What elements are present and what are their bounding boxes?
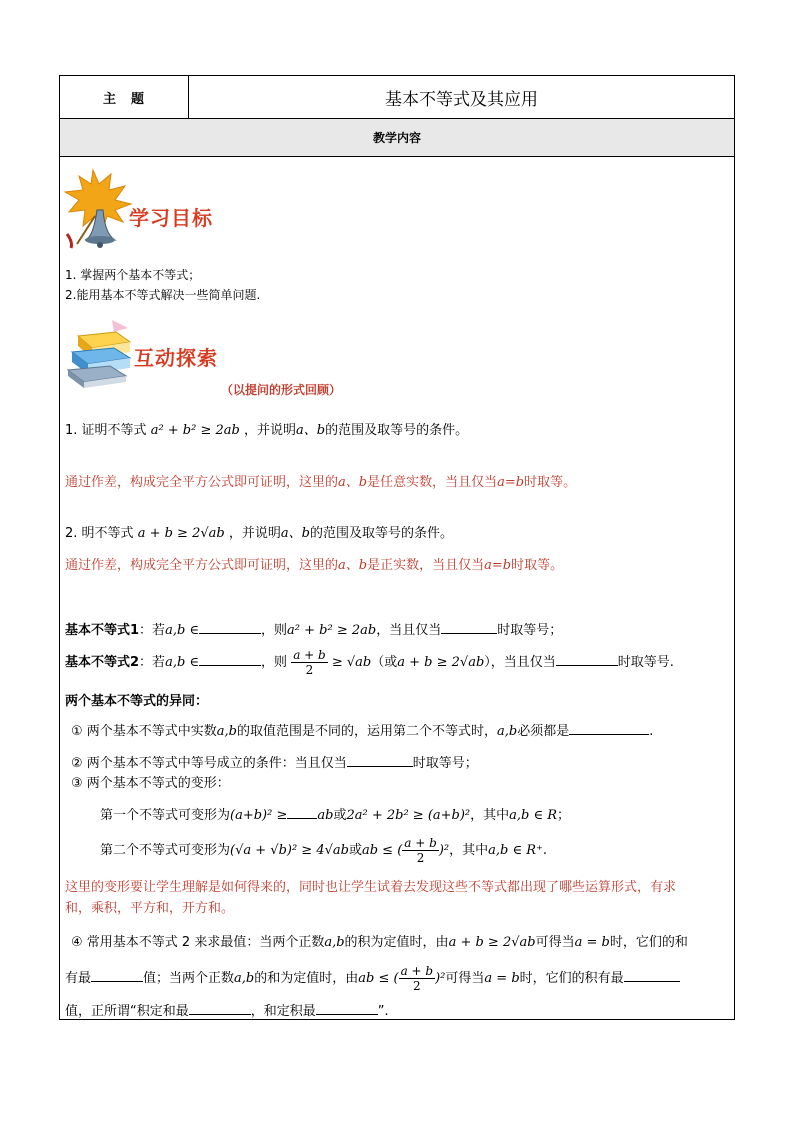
item-4-line-3: 值，正所谓“积定和最 ，和定积最 ”. xyxy=(65,1004,389,1019)
page-title: 基本不等式及其应用 xyxy=(385,89,538,110)
teacher-note-line-2: 和，乘积，平方和，开方和。 xyxy=(65,901,235,916)
question-1: 1. 证明不等式 a² + b² ≥ 2ab ，并说明a、b的范围及取等号的条件。 xyxy=(65,423,469,438)
fill-blank[interactable] xyxy=(624,969,680,982)
books-icon xyxy=(64,318,136,390)
basic-inequality-2: 基本不等式2：若a,b ∈ ，则 $\frac{a + b}{2}$ ≥ √ab（或a + b ≥ 2√ab），当且仅当 时取等号. xyxy=(65,648,674,677)
section-heading: 教学内容 xyxy=(60,119,734,157)
fill-blank[interactable] xyxy=(91,969,143,982)
objective-2: 2.能用基本不等式解决一些简单问题. xyxy=(65,288,261,302)
objective-1: 1. 掌握两个基本不等式； xyxy=(65,268,201,282)
fill-blank[interactable] xyxy=(441,621,497,634)
fill-blank[interactable] xyxy=(347,754,413,767)
answer-2: 通过作差，构成完全平方公式即可证明，这里的a、b是正实数，当且仅当a=b时取等。 xyxy=(65,558,564,573)
variant-2: 第二个不等式可变形为(√a + √b)² ≥ 4√ab或ab ≤ ( $\frac{a + b}{2}$ )²，其中a,b ∈ R⁺. xyxy=(100,836,548,865)
item-4-line-1: ④ 常用基本不等式 2 来求最值：当两个正数a,b的积为定值时，由a + b ≥ 2√ab可得当a = b时，它们的和 xyxy=(71,935,688,950)
fraction: $\frac{a + b}{2}$ xyxy=(400,964,434,993)
fill-blank[interactable] xyxy=(199,653,261,666)
fill-blank[interactable] xyxy=(287,806,317,819)
fill-blank[interactable] xyxy=(569,722,649,735)
differences-title: 两个基本不等式的异同： xyxy=(65,694,209,709)
basic-inequality-1: 基本不等式1：若a,b ∈ ，则a² + b² ≥ 2ab，当且仅当 时取等号； xyxy=(65,623,563,638)
q1-formula: a² + b² ≥ 2ab xyxy=(150,423,240,438)
header-row xyxy=(60,76,734,119)
topic-label: 主 题 xyxy=(60,76,189,118)
banner-learning-goals: 学习目标 xyxy=(129,206,213,230)
fill-blank[interactable] xyxy=(199,621,261,634)
fill-blank[interactable] xyxy=(316,1002,378,1015)
question-2: 2. 明不等式 a + b ≥ 2√ab ，并说明a、b的范围及取等号的条件。 xyxy=(65,526,453,541)
fill-blank[interactable] xyxy=(189,1002,251,1015)
banner-interactive-explore: 互动探索 xyxy=(134,346,218,370)
teacher-note-line-1: 这里的变形要让学生理解是如何得来的，同时也让学生试着去发现这些不等式都出现了哪些运算形式，有求 xyxy=(65,880,677,895)
item-3: ③ 两个基本不等式的变形： xyxy=(71,776,230,791)
fraction: $\frac{a + b}{2}$ xyxy=(404,836,437,865)
item-4-line-2: 有最 值；当两个正数a,b的和为定值时，由ab ≤ ( $\frac{a + b}{2}$ )²可得当a = b时，它们的积有最 xyxy=(65,964,680,993)
answer-1: 通过作差，构成完全平方公式即可证明，这里的a、b是任意实数，当且仅当a=b时取等。 xyxy=(65,475,577,490)
variant-1: 第一个不等式可变形为(a+b)² ≥ ab或2a² + 2b² ≥ (a+b)²，其中a,b ∈ R； xyxy=(100,808,571,823)
item-2: ② 两个基本不等式中等号成立的条件：当且仅当 时取等号； xyxy=(71,756,478,771)
fraction: $\frac{a + b}{2}$ xyxy=(293,648,326,677)
q2-formula: a + b ≥ 2√ab xyxy=(137,526,225,541)
maple-bell-icon xyxy=(63,168,135,250)
item-1: ① 两个基本不等式中实数a,b的取值范围是不同的，运用第二个不等式时，a,b必须都是 . xyxy=(71,724,654,739)
fill-blank[interactable] xyxy=(556,653,618,666)
banner-subtitle: （以提问的形式回顾） xyxy=(221,383,342,397)
